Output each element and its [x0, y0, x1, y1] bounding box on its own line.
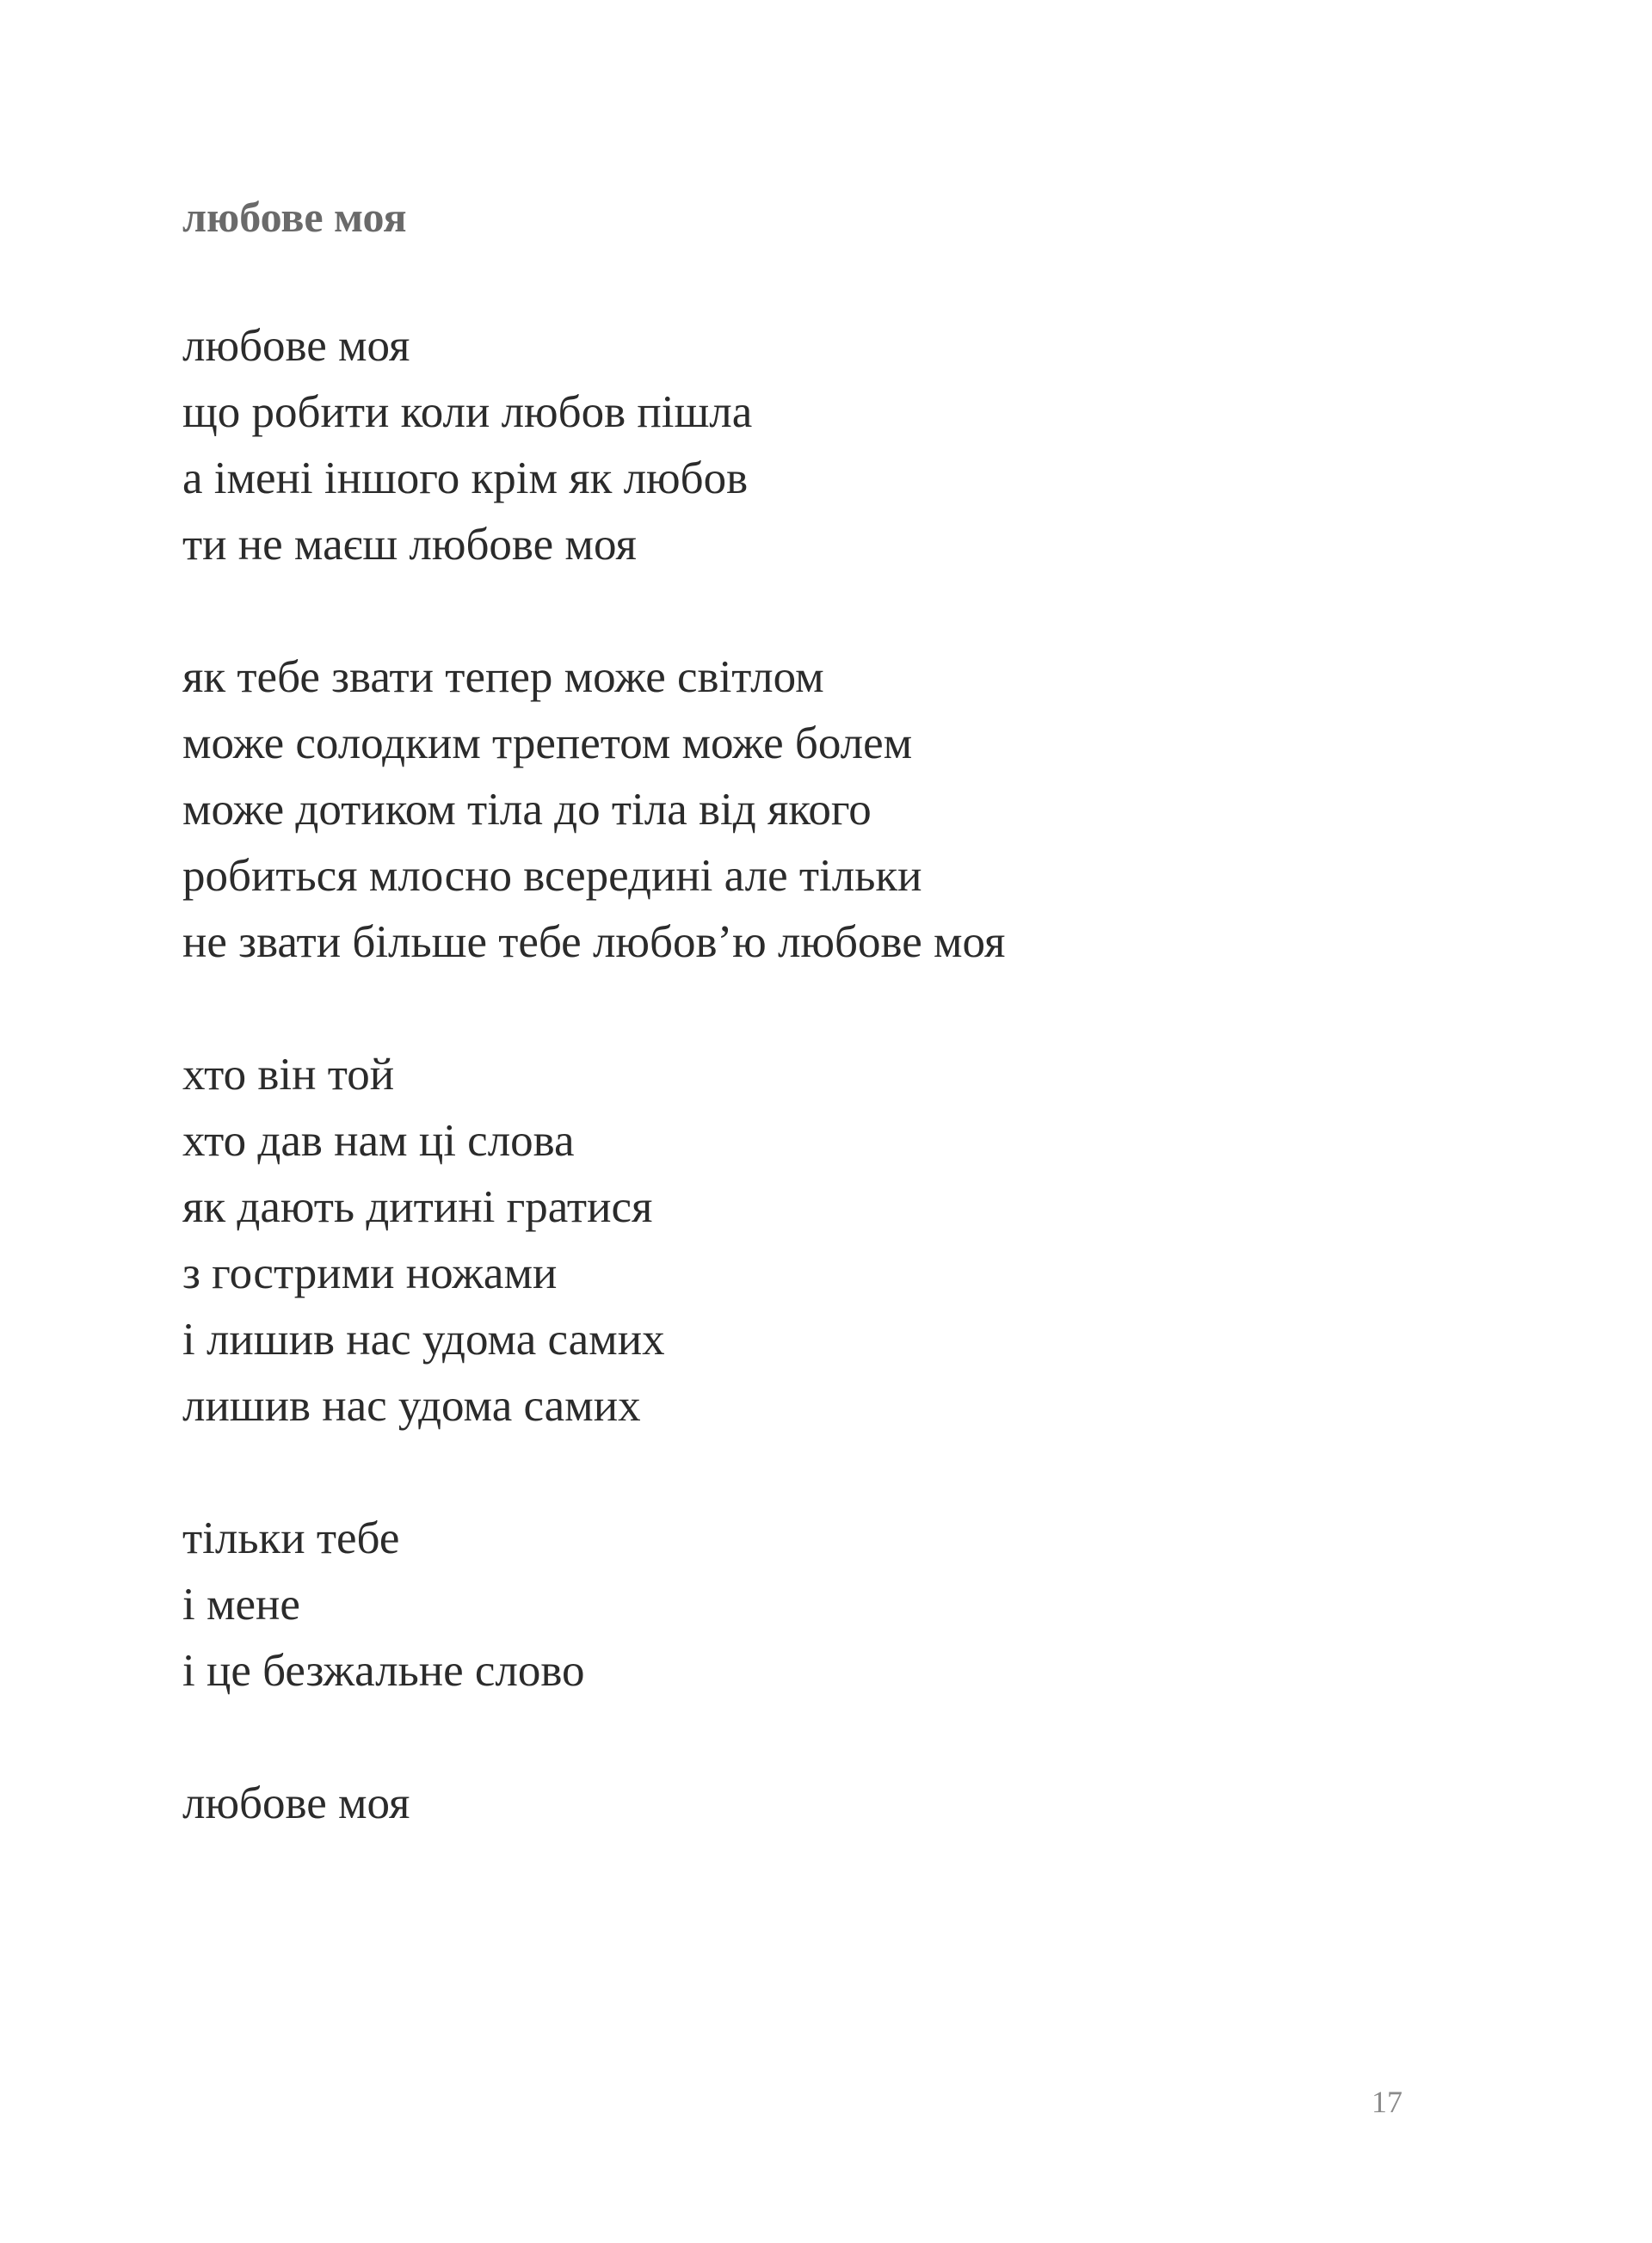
- stanza: [182, 1771, 1005, 1837]
- poem-line: що робити коли любов пішла: [182, 387, 753, 437]
- poem-line: любове моя: [182, 321, 410, 371]
- stanza: [182, 644, 1005, 976]
- poem-line: хто дав нам ці слова: [182, 1116, 575, 1166]
- poem-line: може солодким трепетом може болем: [182, 718, 913, 768]
- poem-line: робиться млосно всередині але тільки: [182, 851, 922, 901]
- poem-line: з гострими ножами: [182, 1248, 558, 1298]
- poem-line: хто він той: [182, 1050, 395, 1100]
- poem-line: може дотиком тіла до тіла від якого: [182, 785, 872, 835]
- poem-line: і лишив нас удома самих: [182, 1315, 665, 1365]
- poem-line: лишив нас удома самих: [182, 1381, 641, 1431]
- poem-line: любове моя: [182, 1778, 410, 1828]
- poem-body: [182, 313, 1005, 1903]
- page-number: 17: [1372, 2085, 1402, 2119]
- stanza: [182, 313, 1005, 578]
- poem-line: тільки тебе: [182, 1513, 400, 1563]
- poem-line: ти не маєш любове моя: [182, 520, 637, 570]
- stanza: [182, 1506, 1005, 1704]
- poem-line: не звати більше тебе любов’ю любове моя: [182, 917, 1006, 967]
- poem-title: любове моя: [182, 193, 407, 241]
- poem-line: як тебе звати тепер може світлом: [182, 652, 824, 702]
- poem-line: і це безжальне слово: [182, 1646, 585, 1696]
- poem-line: як дають дитині гратися: [182, 1182, 653, 1232]
- poem-line: і мене: [182, 1580, 300, 1630]
- stanza: [182, 1042, 1005, 1439]
- poem-line: а імені іншого крім як любов: [182, 453, 749, 503]
